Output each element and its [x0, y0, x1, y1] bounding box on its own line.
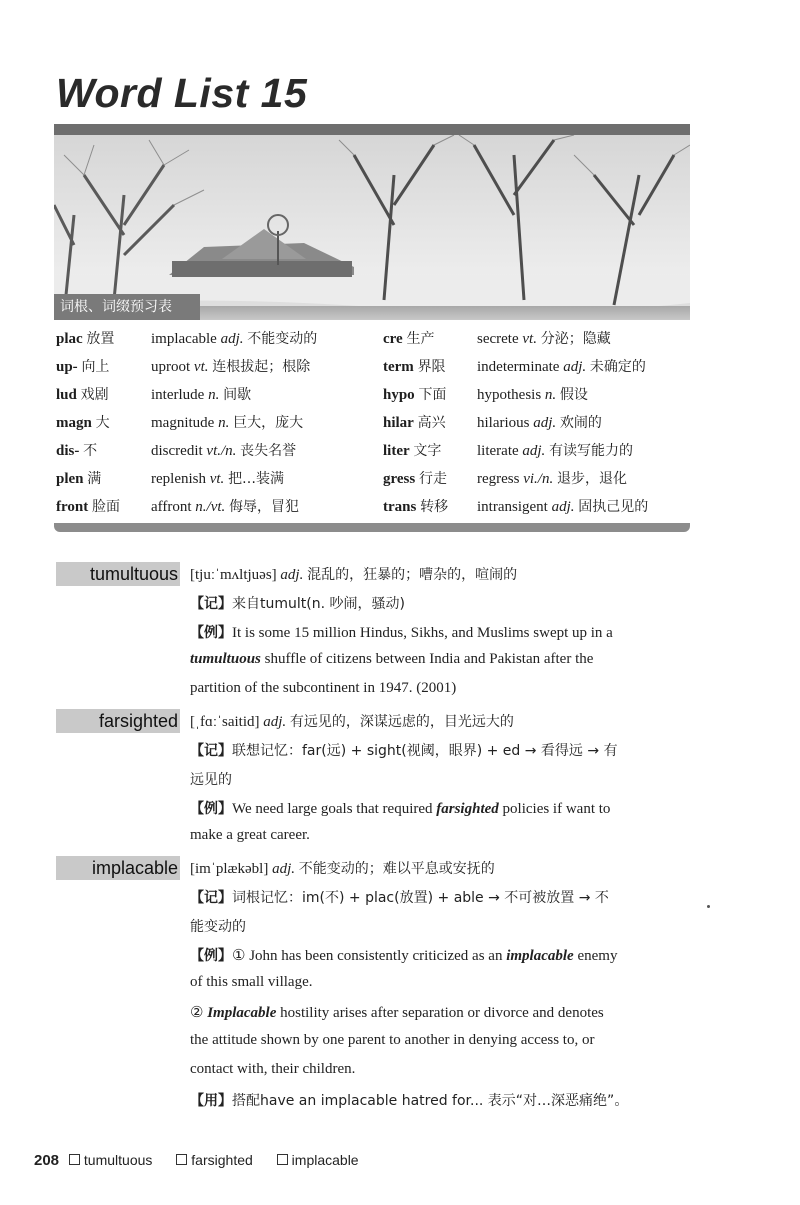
memo-line: 【记】联想记忆：far(远) + sight(视阈，眼界) + ed → 看得远 → 有	[190, 743, 618, 759]
usage-line: 【用】搭配have an implacable hatred for... 表示“对…深恶痛绝”。	[190, 1093, 629, 1109]
example-line: 【例】① John has been consistently criticized as an implacable enemy	[190, 948, 618, 964]
table-bottom-bar	[54, 523, 690, 532]
memo-line: 远见的	[190, 772, 232, 788]
winter-landscape-illustration	[54, 135, 690, 320]
definition-line: [tjuːˈmʌltjuəs] adj. 混乱的，狂暴的；嘈杂的，喧闹的	[190, 567, 518, 583]
root-affix-table	[54, 324, 690, 532]
banner-strip	[200, 306, 690, 320]
example-line: 【例】We need large goals that required farsighted policies if want to	[190, 801, 611, 817]
table-row: plac 放置 implacable adj. 不能变动的 cre 生产 secrete vt. 分泌；隐藏	[56, 331, 611, 347]
example-line: tumultuous shuffle of citizens between India and Pakistan after the	[190, 651, 594, 667]
page-number: 208	[34, 1152, 60, 1169]
example-line: of this small village.	[190, 974, 313, 990]
table-row: magn 大 magnitude n. 巨大，庞大 hilar 高兴 hilarious adj. 欢闹的	[56, 415, 602, 431]
example-line: 【例】It is some 15 million Hindus, Sikhs, and Muslims swept up in a	[190, 625, 613, 641]
table-row: up- 向上 uproot vt. 连根拔起；根除 term 界限 indeterminate adj. 未确定的	[56, 359, 646, 375]
headword-farsighted: farsighted	[56, 709, 180, 733]
example-line: contact with, their children.	[190, 1061, 356, 1077]
table-row: dis- 不 discredit vt./n. 丧失名誉 liter 文字 literate adj. 有读写能力的	[56, 443, 634, 459]
page-footer	[34, 1152, 377, 1169]
checkbox-implacable	[277, 1154, 288, 1165]
footer-word: implacable	[291, 1152, 359, 1168]
checkbox-farsighted	[176, 1154, 187, 1165]
headword-tumultuous: tumultuous	[56, 562, 180, 586]
headword-implacable: implacable	[56, 856, 180, 880]
table-row: plen 满 replenish vt. 把…装满 gress 行走 regress vi./n. 退步，退化	[56, 471, 627, 487]
checkbox-tumultuous	[69, 1154, 80, 1165]
example-line: partition of the subcontinent in 1947. (2001)	[190, 680, 457, 696]
example-line: the attitude shown by one parent to another in denying access to, or	[190, 1032, 595, 1048]
footer-word: farsighted	[191, 1152, 253, 1168]
memo-line: 【记】词根记忆：im(不) + plac(放置) + able → 不可被放置 → 不	[190, 890, 609, 906]
banner	[54, 124, 690, 320]
example-line: make a great career.	[190, 827, 310, 843]
stray-dot	[707, 905, 710, 908]
table-row: lud 戏剧 interlude n. 间歇 hypo 下面 hypothesis n. 假设	[56, 387, 588, 403]
memo-line: 能变动的	[190, 919, 246, 935]
table-row: front 脸面 affront n./vt. 侮辱，冒犯 trans 转移 intransigent adj. 固执己见的	[56, 499, 649, 515]
definition-line: [imˈplækəbl] adj. 不能变动的；难以平息或安抚的	[190, 861, 495, 877]
example-line: ② Implacable hostility arises after separation or divorce and denotes	[190, 1005, 604, 1021]
definition-line: [ˌfɑːˈsaitid] adj. 有远见的，深谋远虑的，目光远大的	[190, 714, 514, 730]
roots-preview-tab: 词根、词缀预习表	[54, 294, 200, 320]
page-title: Word List 15	[56, 70, 308, 116]
footer-word: tumultuous	[83, 1152, 153, 1168]
memo-line: 【记】来自tumult(n. 吵闹，骚动)	[190, 596, 405, 612]
